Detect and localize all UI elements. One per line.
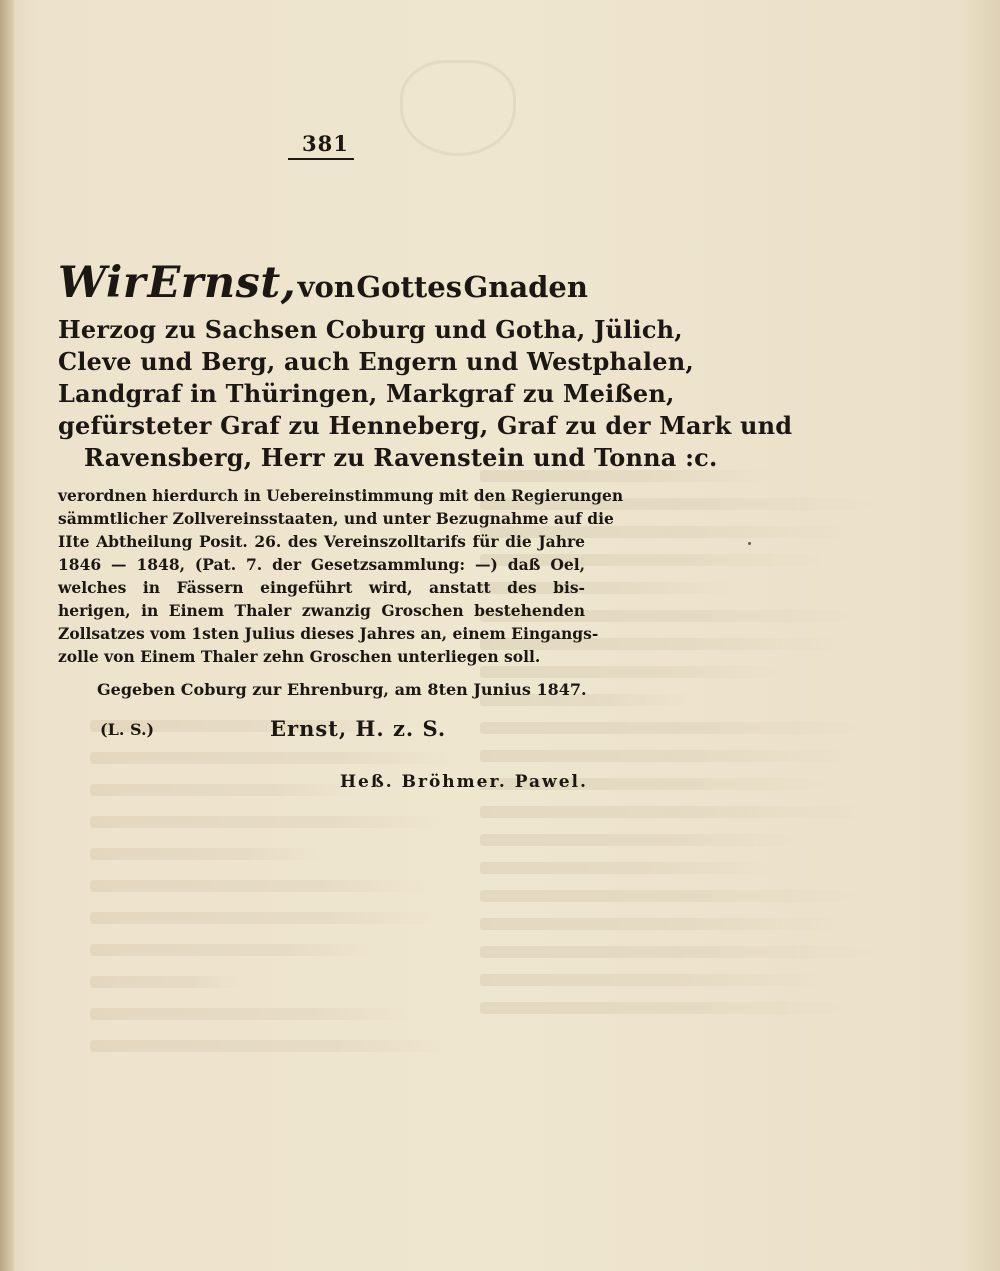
page-number-rule: [288, 158, 354, 160]
seal-mark: (L. S.): [100, 720, 155, 739]
body-line: verordnen hierdurch in Uebereinstimmung mit den Regierungen: [58, 486, 624, 505]
body-line: zolle von Einem Thaler zehn Groschen unterliegen soll.: [58, 647, 541, 666]
page-number: 381: [302, 131, 349, 156]
body-line: IIte Abtheilung Posit. 26. des Vereinszolltarifs für die Jahre: [58, 532, 585, 551]
body-line: 1846 — 1848, (Pat. 7. der Gesetzsammlung: —) daß Oel,: [58, 555, 585, 574]
heading-word-ernst: Ernst,: [147, 258, 297, 308]
given-date-line: Gegeben Coburg zur Ehrenburg, am 8ten Junius 1847.: [97, 680, 587, 699]
heading-word-gnaden: Gnaden: [463, 270, 588, 304]
heading-title-line: Herzog zu Sachsen Coburg und Gotha, Jülich,: [58, 315, 683, 344]
heading-title-line: Landgraf in Thüringen, Markgraf zu Meißen,: [58, 379, 675, 408]
heading-word-gottes: Gottes: [356, 270, 463, 304]
paper-speck: [748, 542, 751, 545]
body-line: welches in Fässern eingeführt wird, anstatt des bis-: [58, 578, 585, 597]
body-line: herigen, in Einem Thaler zwanzig Groschen bestehenden: [58, 601, 585, 620]
bleed-through-lines-left: [90, 720, 470, 1060]
heading-first-line: [58, 258, 588, 308]
heading-title-line: Ravensberg, Herr zu Ravenstein und Tonna :c.: [84, 443, 718, 472]
page-binding-edge: [0, 0, 14, 1271]
decree-body: [58, 484, 624, 668]
signature-duke: Ernst, H. z. S.: [270, 716, 447, 741]
bleed-through-crest: [400, 60, 516, 156]
countersignature: Bröhmer.: [401, 772, 507, 792]
heading-word-von: von: [297, 270, 355, 304]
heading-title-line: Cleve und Berg, auch Engern und Westphalen,: [58, 347, 694, 376]
countersignatures: [340, 772, 588, 792]
body-line: Zollsatzes vom 1sten Julius dieses Jahres an, einem Eingangs-: [58, 624, 599, 643]
heading-word-wir: Wir: [58, 258, 147, 308]
countersignature: Pawel.: [514, 772, 588, 792]
body-line: sämmtlicher Zollvereinsstaaten, und unter Bezugnahme auf die: [58, 509, 614, 528]
decree-heading: [58, 258, 793, 474]
countersignature: Heß.: [340, 772, 394, 792]
heading-title-line: gefürsteter Graf zu Henneberg, Graf zu der Mark und: [58, 411, 793, 440]
